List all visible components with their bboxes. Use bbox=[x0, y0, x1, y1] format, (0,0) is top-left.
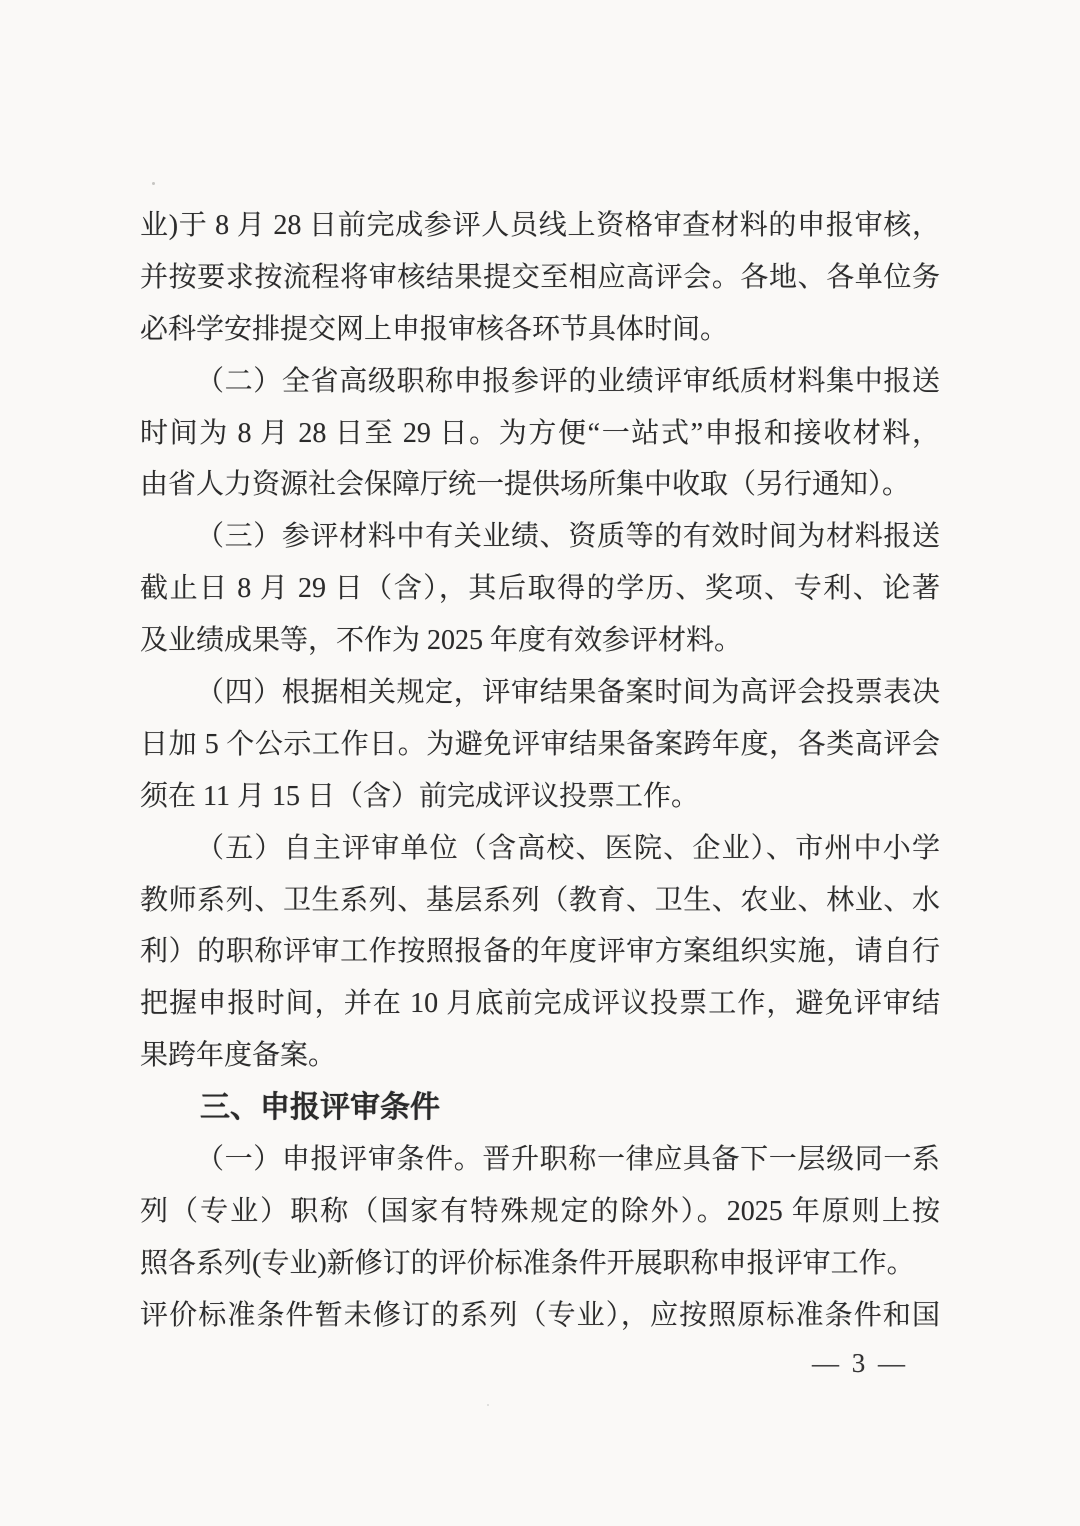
text-line: 利）的职称评审工作按照报备的年度评审方案组织实施，请自行 bbox=[140, 936, 940, 968]
text-line: 并按要求按流程将审核结果提交至相应高评会。各地、各单位务 bbox=[140, 261, 940, 293]
text-line: （五）自主评审单位（含高校、医院、企业）、市州中小学 bbox=[196, 832, 940, 864]
text-line: 业)于 8 月 28 日前完成参评人员线上资格审查材料的申报审核， bbox=[140, 210, 940, 241]
page-number: — 3 — bbox=[812, 1348, 908, 1378]
text-line: 照各系列(专业)新修订的评价标准条件开展职称申报评审工作。 bbox=[140, 1247, 915, 1279]
text-line: 把握申报时间，并在 10 月底前完成评议投票工作，避免评审结 bbox=[140, 988, 940, 1020]
section-heading: 三、申报评审条件 bbox=[200, 1091, 440, 1125]
text-line: （二）全省高级职称申报参评的业绩评审纸质材料集中报送 bbox=[196, 365, 940, 397]
text-line: 必科学安排提交网上申报审核各环节具体时间。 bbox=[140, 313, 729, 345]
text-line: 须在 11 月 15 日（含）前完成评议投票工作。 bbox=[140, 780, 699, 812]
text-line: 评价标准条件暂未修订的系列（专业），应按照原标准条件和国 bbox=[140, 1299, 940, 1331]
scan-artifact-dot bbox=[487, 1404, 489, 1406]
text-line: 及业绩成果等，不作为 2025 年度有效参评材料。 bbox=[140, 625, 743, 657]
text-line: 截止日 8 月 29 日（含），其后取得的学历、奖项、专利、论著 bbox=[140, 573, 940, 605]
text-line: 果跨年度备案。 bbox=[140, 1040, 337, 1072]
text-line: 日加 5 个公示工作日。为避免评审结果备案跨年度，各类高评会 bbox=[140, 728, 940, 760]
text-line: 教师系列、卫生系列、基层系列（教育、卫生、农业、林业、水 bbox=[140, 884, 940, 916]
text-line: 时间为 8 月 28 日至 29 日。为方便“一站式”申报和接收材料， bbox=[140, 417, 940, 449]
text-line: 由省人力资源社会保障厅统一提供场所集中收取（另行通知）。 bbox=[140, 469, 911, 501]
text-line: （一）申报评审条件。晋升职称一律应具备下一层级同一系 bbox=[196, 1144, 940, 1176]
text-line: （四）根据相关规定，评审结果备案时间为高评会投票表决 bbox=[196, 677, 940, 709]
text-line: （三）参评材料中有关业绩、资质等的有效时间为材料报送 bbox=[196, 521, 940, 553]
text-block bbox=[140, 200, 940, 1342]
text-line: 列（专业）职称（国家有特殊规定的除外）。2025 年原则上按 bbox=[140, 1195, 940, 1227]
scan-artifact-dot bbox=[152, 182, 155, 185]
